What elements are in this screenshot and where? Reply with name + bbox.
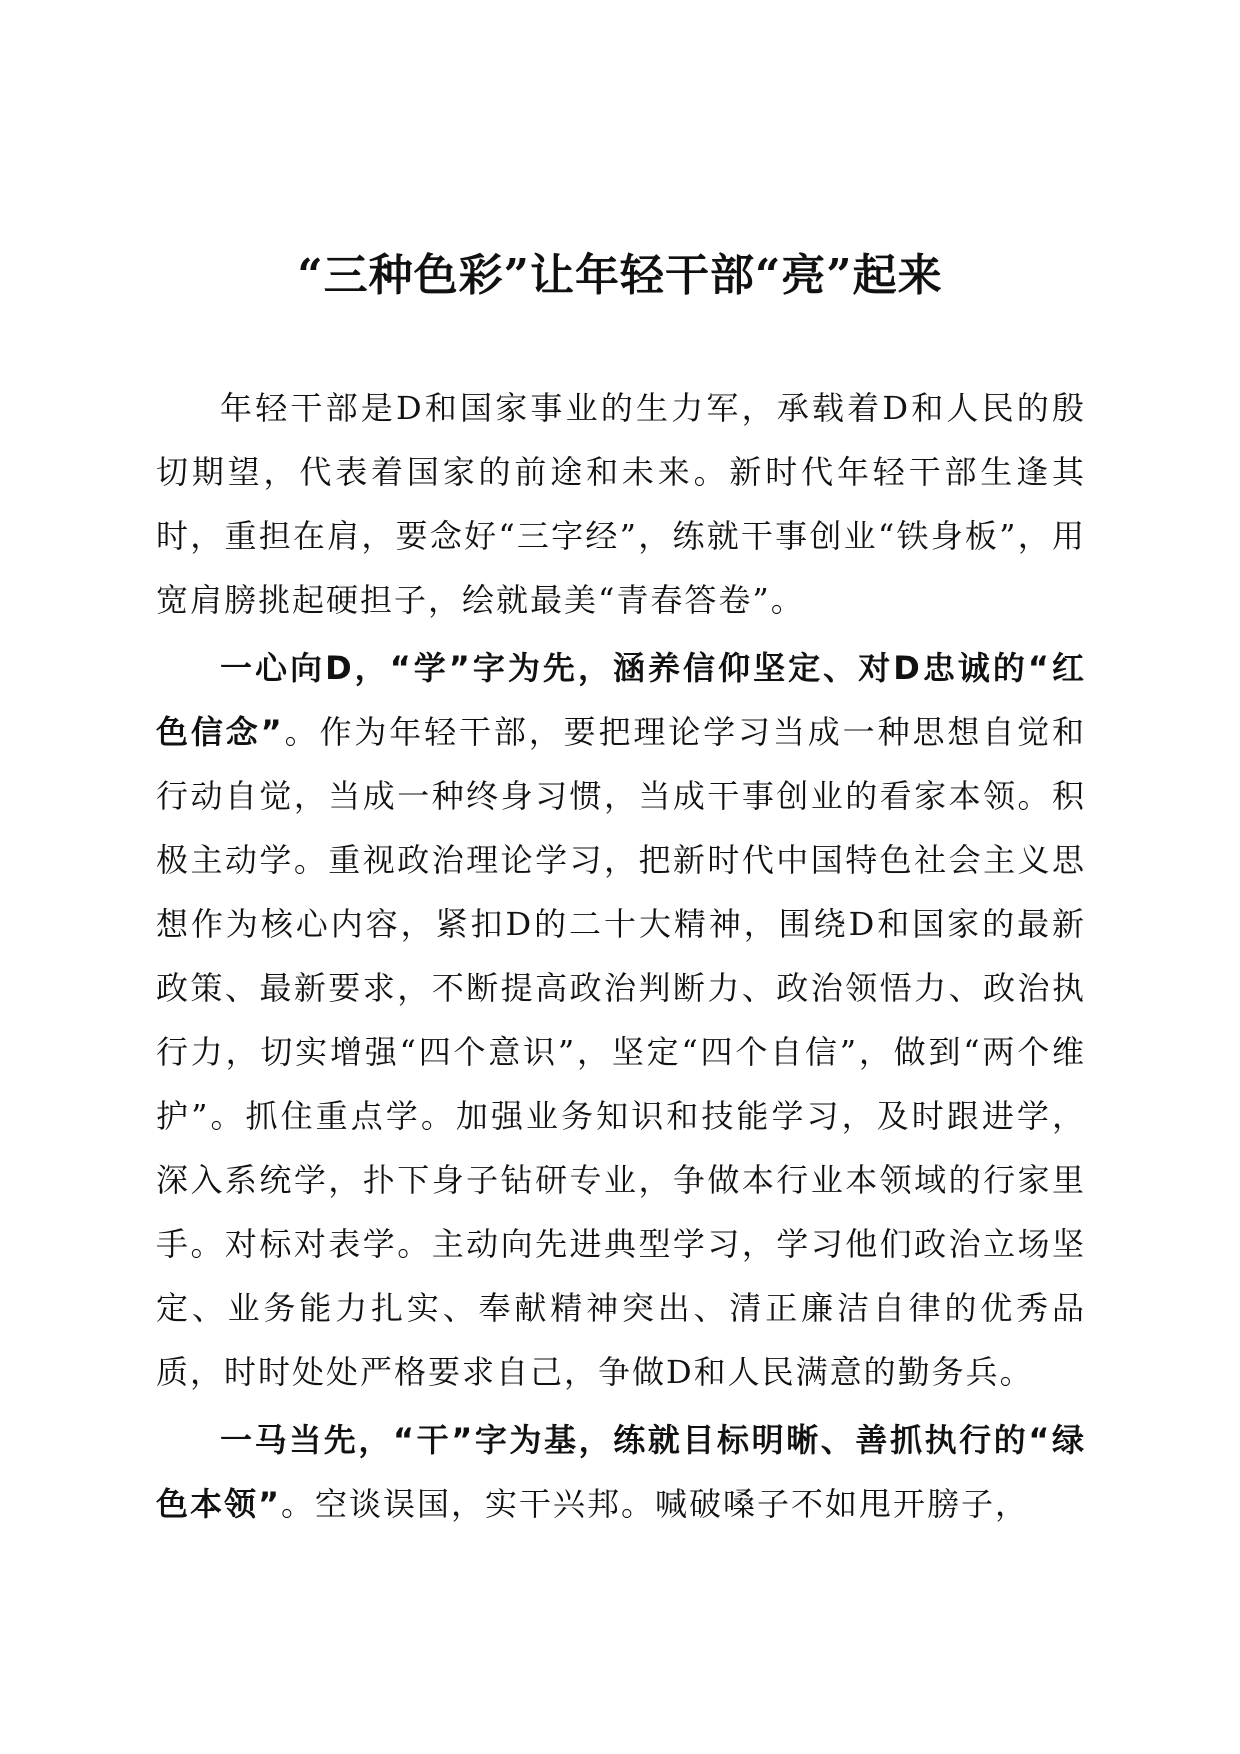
document-body [156,376,1086,1540]
paragraph-lead-heading: 一马当先，“干”字为基，练就目标明晰、善抓执行的“绿色本领” [156,1421,1086,1523]
paragraph-green-skill [156,1408,1086,1536]
paragraph-text: 年轻干部是D和国家事业的生力军，承载着D和人民的殷切期望，代表着国家的前途和未来。新时代年轻干部生逢其时，重担在肩，要念好“三字经”，练就干事创业“铁身板”，用宽肩膀挑起硬担子，绘就最美“青春答卷”。 [156,389,1086,619]
paragraph-intro [156,376,1086,632]
paragraph-red-belief [156,636,1086,1404]
paragraph-lead-heading: 一心向D，“学”字为先，涵养信仰坚定、对D忠诚的“红色信念” [156,649,1086,751]
paragraph-text: 。作为年轻干部，要把理论学习当成一种思想自觉和行动自觉，当成一种终身习惯，当成干事创业的看家本领。积极主动学。重视政治理论学习，把新时代中国特色社会主义思想作为核心内容，紧扣D的二十大精神，围绕D和国家的最新政策、最新要求，不断提高政治判断力、政治领悟力、政治执行力，切实增强“四个意识”，坚定“四个自信”，做到“两个维护”。抓住重点学。加强业务知识和技能学习，及时跟进学，深入系统学，扑下身子钻研专业，争做本行业本领域的行家里手。对标对表学。主动向先进典型学习，学习他们政治立场坚定、业务能力扎实、奉献精神突出、清正廉洁自律的优秀品质，时时处处严格要求自己，争做D和人民满意的勤务兵。 [156,713,1086,1391]
document-title: “三种色彩”让年轻干部“亮”起来 [297,250,943,301]
paragraph-text: 。空谈误国，实干兴邦。喊破嗓子不如甩开膀子， [281,1485,1030,1523]
